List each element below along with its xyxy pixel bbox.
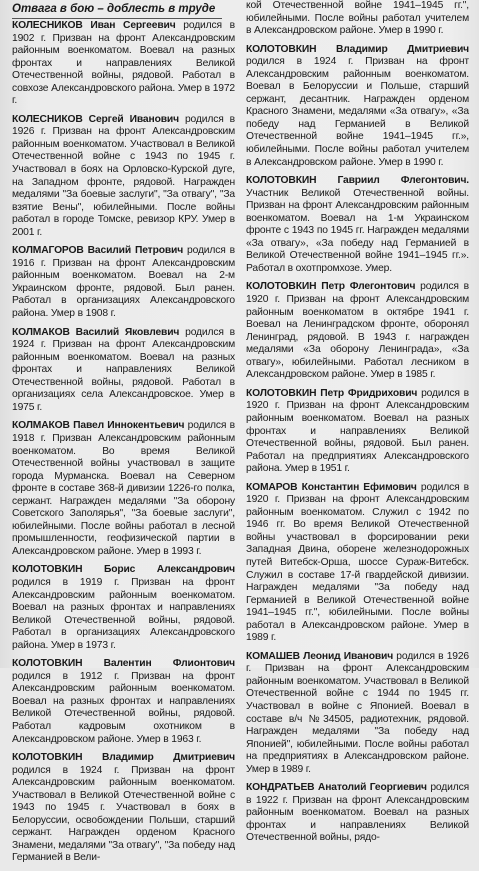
biography-text: родился в 1919 г. Призван на фронт Александровским районным военкоматом. Воевал на разных фронтах и направлениях Великой Отечественной войны, рядовой. Работал в организациях Александровского района. Умер в 1973 г. [12,576,235,651]
biography-entry [246,175,469,275]
right-column [246,0,469,851]
biography-text: родился в 1924 г. Призван на фронт Александровским районным военкоматом. Воевал в Белоруссии и Польше, старший сержант, десантник. Награжден орденом Красного Знамени, медалями «За отвагу», «За победу над Германией в Великой Отечественной войне 1941–1945 гг.», юбилейными. После войны работал учителем в Александровском районе. Умер в 1990 г. [246,56,469,168]
biography-text: родился в 1920 г. Призван на фронт Александровским районным военкоматом в октябре 1941 г. Воевал на Ленинградском фронте, оборонял Ленинград, рядовой. В 1943 г. награжден медалями «За оборону Ленинграда», «За отвагу», юбилейными. Работал лесником в Александровском районе. Умер в 1985 г. [246,281,469,381]
person-name: КОЛОТОВКИН Гавриил Флегонтович. [246,175,469,187]
biography-text: родился в 1916 г. Призван на фронт Александровским районным военкоматом. Воевал на 2-м Украинском фронте, рядовой. Был ранен. Работал в организациях Александровского района. Умер в 1908 г. [12,245,235,320]
person-name: КОЛМАГОРОВ Василий Петрович [12,245,184,257]
biography-entry [12,327,235,415]
biography-entry [12,114,235,239]
person-name: КОЛОТОВКИН Владимир Дмитриевич [246,43,469,55]
biography-entry [12,564,235,652]
biography-text: родился в 1926 г. Призван на фронт Александровским районным военкоматом. Участвовал в Великой Отечественной войне с 1944 по 1945 гг. Участвовал в войне с Японией. Воевал в составе в/ч №34505, радиотехник, рядовой. Награжден медалями "За победу над Японией", юбилейными. После войны работал на предприятиях в Александровском районе. Умер в 1989 г. [246,650,469,775]
section-header: Отвага в бою – доблесть в труде [12,3,222,19]
person-name: КОЛЕСНИКОВ Иван Сергеевич [12,20,176,31]
person-name: КОМАШЕВ Леонид Иванович [246,650,394,662]
biography-text: родился в 1912 г. Призван на фронт Александровским районным военкоматом. Воевал на разных фронтах и направлениях Великой Отечественной войны, рядовой. Работал кадровым охотником в Александровском районе. Умер в 1963 г. [12,670,235,745]
person-name: КОНДРАТЬЕВ Анатолий Георгиевич [246,782,427,794]
person-name: КОЛОТОВКИН Петр Фридрихович [246,387,418,399]
biography-entry [246,782,469,845]
biography-entry [246,281,469,381]
person-name: КОЛЕСНИКОВ Сергей Иванович [12,113,179,125]
left-column [12,20,235,871]
person-name: КОЛОТОВКИН Владимир Дмитриевич [12,752,235,764]
biography-entry [12,752,235,865]
biography-entry [246,388,469,476]
biography-entry [12,658,235,746]
person-name: КОЛМАКОВ Василий Яковлевич [12,326,180,338]
biography-entry [12,245,235,320]
biography-entry [246,44,469,169]
biography-entry [246,482,469,645]
biography-text: родился в 1920 г. Призван на фронт Александровским районным военкоматом. Служил с 1942 по 1946 гг. Во время Великой Отечественной войны участвовал в форсировании реки Западная Двина, оборене железнодорожных путей Витебск-Орша, шоссе Сураж-Витебск. Служил в составе 17-й гвардейской дивизии. Награжден медалями "За победу над Германией в Великой Отечественной войне 1941–1945 гг.", юбилейными. После войны работал в Александровском районе. Умер в 1989 г. [246,481,469,644]
biography-text: родился в 1924 г. Призван на фронт Александровским районным военкоматом. Воевал на разных фронтах и направлениях Великой Отечественной войны, рядовой. Работал в организациях села Александровское. Умер в 1975 г. [12,326,235,413]
biography-text: родился в 1902 г. Призван на фронт Александровским районным военкоматом. Воевал на разных фронтах и направлениях Великой Отечественной войны, рядовой. Работал в совхозе Александровского района. Умер в 1972 г. [12,20,235,107]
biography-entry [12,20,235,108]
biography-entry [12,420,235,558]
biography-text: родился в 1922 г. Призван на фронт Александровским районным военкоматом. Воевал на разных фронтах и направлениях Великой Отечественной войны, рядо- [246,782,469,844]
person-name: КОЛОТОВКИН Валентин Флионтович [12,658,235,670]
person-name: КОЛОТОВКИН Борис Александрович [12,564,235,576]
person-name: КОМАРОВ Константин Ефимович [246,481,417,493]
biography-entry [246,651,469,776]
biography-text: родился в 1920 г. Призван на фронт Александровским районным военкоматом. Воевал на разных фронтах и направлениях Великой Отечественной войны, рядовой. Был ранен. Работал на предприятиях Александровского района. Умер в 1951 г. [246,387,469,475]
continued-text: кой Отечественной войне 1941–1945 гг.", юбилейными. После войны работал учителем в Александровском районе. Умер в 1990 г. [246,0,469,37]
person-name: КОЛМАКОВ Павел Иннокентьевич [12,420,185,432]
biography-text: родился в 1926 г. Призван на фронт Александровским районным военкоматом. Участвовал в Великой Отечественной войне с 1943 по 1945 г. Участвовал в боях на Орловско-Курской дуге, на Западном фронте, рядовой. Награжден медалями "За боевые заслуги", "За отвагу", "За взятие Вены", юбилейными. После войны работал в городе Томске, ревизор КРУ. Умер в 2001 г. [12,113,235,238]
biography-text: родился в 1918 г. Призван Александровским районным военкоматом. Во время Великой Отечественной войны участвовал в защите города Мурманска. Воевал на Северном фронте в составе 368-й дивизии 1226-го полка, сержант. Награжден медалями "За оборону Советского Заполярья", "За боевые заслуги", юбилейными. После войны работал в лесной промышленности, геофизической партии в Александровском районе. Умер в 1993 г. [12,420,235,557]
person-name: КОЛОТОВКИН Петр Флегонтович [246,281,416,293]
biography-text: Участник Великой Отечественной войны. Призван на фронт Александровским районным военкоматом. Воевал на 1-м Украинском фронте с 1943 по 1945 гг. Награжден медалями «За отвагу», «За победу над Германией в Великой Отечественной войне 1941–1945 гг.». Работал в охотпромхозе. Умер. [246,187,469,274]
biography-text: родился в 1924 г. Призван на фронт Александровским районным военкоматом. Участвовал в Великой Отечественной войне с 1943 по 1945 г. Участвовал в боях в Белоруссии, освобождении Польши, старший сержант. Награжден орденом Красного Знамени, медалями "За отвагу", "За победу над Германией в Вели- [12,764,235,864]
